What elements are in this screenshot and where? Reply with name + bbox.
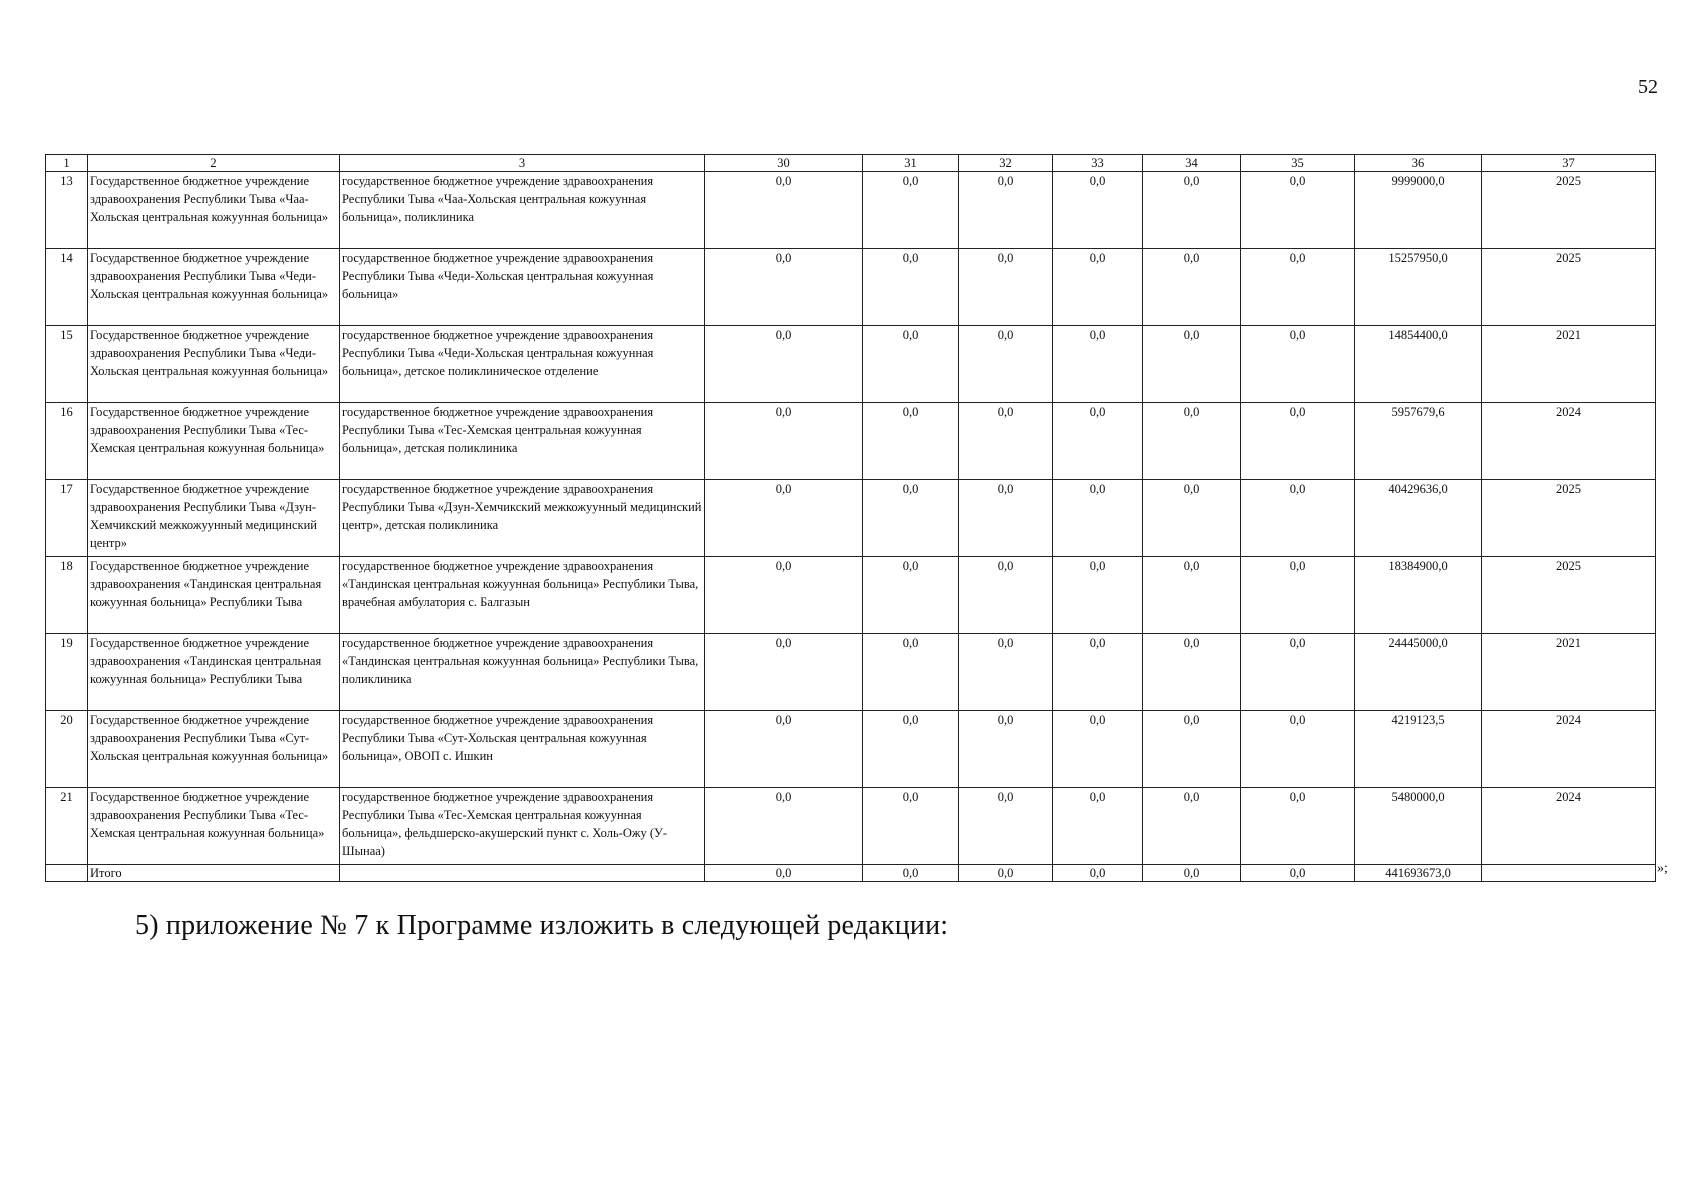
- value-cell-35: 0,0: [1241, 634, 1355, 711]
- total-value-35: 0,0: [1241, 865, 1355, 882]
- value-cell-33: 0,0: [1053, 788, 1143, 865]
- value-cell-35: 0,0: [1241, 711, 1355, 788]
- value-cell-31: 0,0: [863, 249, 959, 326]
- total-value-33: 0,0: [1053, 865, 1143, 882]
- row-number: 13: [46, 172, 88, 249]
- value-cell-30: 0,0: [705, 326, 863, 403]
- year-cell: 2025: [1482, 480, 1656, 557]
- year-cell: 2021: [1482, 326, 1656, 403]
- value-cell-36: 5957679,6: [1355, 403, 1482, 480]
- value-cell-30: 0,0: [705, 557, 863, 634]
- value-cell-34: 0,0: [1143, 557, 1241, 634]
- value-cell-30: 0,0: [705, 711, 863, 788]
- year-cell: 2024: [1482, 788, 1656, 865]
- organization-cell: Государственное бюджетное учреждение здравоохранения Республики Тыва «Чаа-Хольская центральная кожуунная больница»: [88, 172, 340, 249]
- header-cell: 37: [1482, 155, 1656, 172]
- value-cell-31: 0,0: [863, 711, 959, 788]
- value-cell-33: 0,0: [1053, 711, 1143, 788]
- header-cell: 1: [46, 155, 88, 172]
- value-cell-35: 0,0: [1241, 326, 1355, 403]
- value-cell-32: 0,0: [959, 634, 1053, 711]
- closing-quote-mark: »;: [1657, 861, 1668, 876]
- value-cell-35: 0,0: [1241, 249, 1355, 326]
- value-cell-33: 0,0: [1053, 480, 1143, 557]
- value-cell-31: 0,0: [863, 172, 959, 249]
- object-cell: государственное бюджетное учреждение здравоохранения «Тандинская центральная кожуунная больница» Республики Тыва, поликлиника: [340, 634, 705, 711]
- value-cell-34: 0,0: [1143, 249, 1241, 326]
- total-row: [46, 865, 1656, 882]
- program-table-container: [45, 154, 1655, 882]
- value-cell-32: 0,0: [959, 788, 1053, 865]
- organization-cell: Государственное бюджетное учреждение здравоохранения Республики Тыва «Тес-Хемская центральная кожуунная больница»: [88, 788, 340, 865]
- value-cell-35: 0,0: [1241, 172, 1355, 249]
- organization-cell: Государственное бюджетное учреждение здравоохранения Республики Тыва «Тес-Хемская центральная кожуунная больница»: [88, 403, 340, 480]
- value-cell-34: 0,0: [1143, 711, 1241, 788]
- header-cell: 34: [1143, 155, 1241, 172]
- header-cell: 36: [1355, 155, 1482, 172]
- total-label: Итого: [88, 865, 340, 882]
- header-cell: 2: [88, 155, 340, 172]
- header-cell: 31: [863, 155, 959, 172]
- organization-cell: Государственное бюджетное учреждение здравоохранения «Тандинская центральная кожуунная больница» Республики Тыва: [88, 634, 340, 711]
- object-cell: государственное бюджетное учреждение здравоохранения Республики Тыва «Чеди-Хольская центральная кожуунная больница», детское поликлиническое отделение: [340, 326, 705, 403]
- object-cell: государственное бюджетное учреждение здравоохранения Республики Тыва «Чеди-Хольская центральная кожуунная больница»: [340, 249, 705, 326]
- value-cell-31: 0,0: [863, 788, 959, 865]
- table-row: [46, 172, 1656, 249]
- value-cell-34: 0,0: [1143, 480, 1241, 557]
- header-cell: 33: [1053, 155, 1143, 172]
- value-cell-36: 18384900,0: [1355, 557, 1482, 634]
- table-row: [46, 788, 1656, 865]
- value-cell-32: 0,0: [959, 711, 1053, 788]
- table-row: [46, 249, 1656, 326]
- value-cell-34: 0,0: [1143, 788, 1241, 865]
- header-cell: 32: [959, 155, 1053, 172]
- table-row: [46, 403, 1656, 480]
- value-cell-36: 24445000,0: [1355, 634, 1482, 711]
- year-cell: 2025: [1482, 172, 1656, 249]
- object-cell: государственное бюджетное учреждение здравоохранения Республики Тыва «Чаа-Хольская центральная кожуунная больница», поликлиника: [340, 172, 705, 249]
- object-cell: государственное бюджетное учреждение здравоохранения Республики Тыва «Дзун-Хемчикский межкожуунный медицинский центр», детская поликлиника: [340, 480, 705, 557]
- value-cell-31: 0,0: [863, 326, 959, 403]
- organization-cell: Государственное бюджетное учреждение здравоохранения «Тандинская центральная кожуунная больница» Республики Тыва: [88, 557, 340, 634]
- row-number: 17: [46, 480, 88, 557]
- row-number: 16: [46, 403, 88, 480]
- year-cell: 2024: [1482, 711, 1656, 788]
- total-year-cell: [1482, 865, 1656, 882]
- value-cell-32: 0,0: [959, 480, 1053, 557]
- total-number-cell: [46, 865, 88, 882]
- value-cell-36: 9999000,0: [1355, 172, 1482, 249]
- total-value-36: 441693673,0: [1355, 865, 1482, 882]
- total-value-34: 0,0: [1143, 865, 1241, 882]
- value-cell-35: 0,0: [1241, 788, 1355, 865]
- value-cell-33: 0,0: [1053, 249, 1143, 326]
- organization-cell: Государственное бюджетное учреждение здравоохранения Республики Тыва «Чеди-Хольская центральная кожуунная больница»: [88, 249, 340, 326]
- value-cell-35: 0,0: [1241, 403, 1355, 480]
- organization-cell: Государственное бюджетное учреждение здравоохранения Республики Тыва «Сут-Хольская центральная кожуунная больница»: [88, 711, 340, 788]
- row-number: 18: [46, 557, 88, 634]
- value-cell-33: 0,0: [1053, 326, 1143, 403]
- value-cell-31: 0,0: [863, 557, 959, 634]
- value-cell-32: 0,0: [959, 249, 1053, 326]
- table-row: [46, 634, 1656, 711]
- total-value-30: 0,0: [705, 865, 863, 882]
- value-cell-34: 0,0: [1143, 403, 1241, 480]
- value-cell-33: 0,0: [1053, 172, 1143, 249]
- value-cell-32: 0,0: [959, 326, 1053, 403]
- value-cell-35: 0,0: [1241, 480, 1355, 557]
- value-cell-30: 0,0: [705, 788, 863, 865]
- value-cell-34: 0,0: [1143, 326, 1241, 403]
- header-cell: 3: [340, 155, 705, 172]
- value-cell-36: 4219123,5: [1355, 711, 1482, 788]
- value-cell-30: 0,0: [705, 172, 863, 249]
- value-cell-32: 0,0: [959, 172, 1053, 249]
- table-row: [46, 711, 1656, 788]
- value-cell-31: 0,0: [863, 403, 959, 480]
- header-cell: 30: [705, 155, 863, 172]
- value-cell-34: 0,0: [1143, 634, 1241, 711]
- value-cell-36: 40429636,0: [1355, 480, 1482, 557]
- row-number: 14: [46, 249, 88, 326]
- value-cell-30: 0,0: [705, 249, 863, 326]
- instruction-text: 5) приложение № 7 к Программе изложить в следующей редакции:: [135, 910, 949, 941]
- value-cell-32: 0,0: [959, 557, 1053, 634]
- value-cell-32: 0,0: [959, 403, 1053, 480]
- row-number: 20: [46, 711, 88, 788]
- object-cell: государственное бюджетное учреждение здравоохранения Республики Тыва «Сут-Хольская центральная кожуунная больница», ОВОП с. Ишкин: [340, 711, 705, 788]
- value-cell-30: 0,0: [705, 480, 863, 557]
- value-cell-33: 0,0: [1053, 403, 1143, 480]
- value-cell-31: 0,0: [863, 634, 959, 711]
- object-cell: государственное бюджетное учреждение здравоохранения Республики Тыва «Тес-Хемская центральная кожуунная больница», фельдшерско-акушерский пункт с. Холь-Ожу (У-Шынаа): [340, 788, 705, 865]
- value-cell-31: 0,0: [863, 480, 959, 557]
- total-object-cell: [340, 865, 705, 882]
- page-number: 52: [1638, 76, 1658, 98]
- table-row: [46, 326, 1656, 403]
- program-table: [45, 154, 1656, 882]
- year-cell: 2024: [1482, 403, 1656, 480]
- value-cell-33: 0,0: [1053, 634, 1143, 711]
- year-cell: 2021: [1482, 634, 1656, 711]
- object-cell: государственное бюджетное учреждение здравоохранения «Тандинская центральная кожуунная больница» Республики Тыва, врачебная амбулатория с. Балгазын: [340, 557, 705, 634]
- value-cell-33: 0,0: [1053, 557, 1143, 634]
- table-row: [46, 480, 1656, 557]
- organization-cell: Государственное бюджетное учреждение здравоохранения Республики Тыва «Чеди-Хольская центральная кожуунная больница»: [88, 326, 340, 403]
- value-cell-30: 0,0: [705, 403, 863, 480]
- year-cell: 2025: [1482, 249, 1656, 326]
- row-number: 19: [46, 634, 88, 711]
- organization-cell: Государственное бюджетное учреждение здравоохранения Республики Тыва «Дзун-Хемчикский межкожуунный медицинский центр»: [88, 480, 340, 557]
- total-value-31: 0,0: [863, 865, 959, 882]
- object-cell: государственное бюджетное учреждение здравоохранения Республики Тыва «Тес-Хемская центральная кожуунная больница», детская поликлиника: [340, 403, 705, 480]
- value-cell-36: 15257950,0: [1355, 249, 1482, 326]
- table-row: [46, 557, 1656, 634]
- header-row: [46, 155, 1656, 172]
- value-cell-35: 0,0: [1241, 557, 1355, 634]
- year-cell: 2025: [1482, 557, 1656, 634]
- value-cell-34: 0,0: [1143, 172, 1241, 249]
- value-cell-36: 5480000,0: [1355, 788, 1482, 865]
- total-value-32: 0,0: [959, 865, 1053, 882]
- value-cell-36: 14854400,0: [1355, 326, 1482, 403]
- header-cell: 35: [1241, 155, 1355, 172]
- row-number: 15: [46, 326, 88, 403]
- value-cell-30: 0,0: [705, 634, 863, 711]
- row-number: 21: [46, 788, 88, 865]
